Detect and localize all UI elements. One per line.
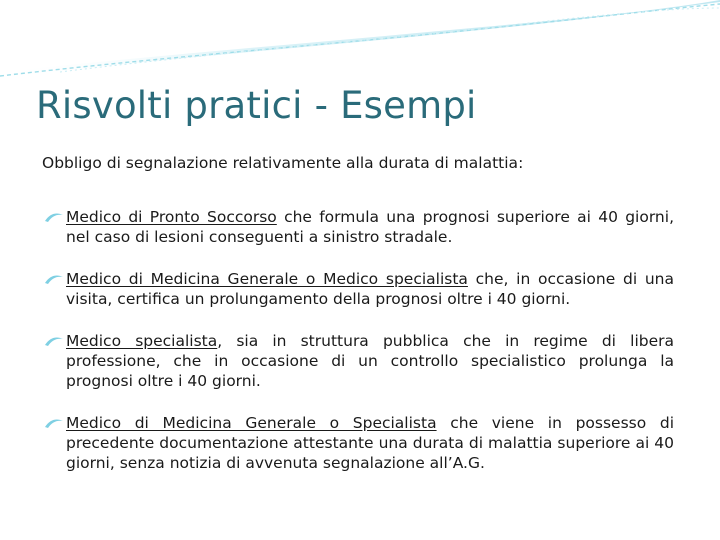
bullet-underlined-text: Medico di Pronto Soccorso <box>66 208 277 226</box>
bullet-item <box>42 269 674 309</box>
bullet-text: che, in occasione di una visita, certifica un prolungamento della prognosi oltre i 40 giorni. <box>66 270 674 308</box>
bullet-underlined-text: Medico di Medicina Generale o Medico specialista <box>66 270 468 288</box>
bullet-item <box>42 207 674 247</box>
bullet-item <box>42 413 674 473</box>
bullet-underlined-text: Medico specialista <box>66 332 218 350</box>
swoosh-icon <box>44 273 64 286</box>
swoosh-icon <box>44 335 64 348</box>
bullet-list <box>42 207 674 473</box>
swoosh-icon <box>44 211 64 224</box>
slide-title: Risvolti pratici - Esempi <box>36 84 477 127</box>
header-wave-decoration <box>0 0 720 80</box>
bullet-text: che viene in possesso di precedente documentazione attestante una durata di malattia superiore ai 40 giorni, senza notizia di avvenuta segnalazione all’A.G. <box>66 414 675 472</box>
bullet-text: , sia in struttura pubblica che in regime di libera professione, che in occasione di un controllo specialistico prolunga la prognosi oltre i 40 giorni. <box>66 332 674 390</box>
intro-emphasis: durata di malattia <box>378 154 519 172</box>
intro-suffix: : <box>518 154 524 172</box>
bullet-item <box>42 331 674 391</box>
bullet-text: che formula una prognosi superiore ai 40 giorni, nel caso di lesioni conseguenti a sinistro stradale. <box>66 208 674 246</box>
intro-text <box>42 154 523 172</box>
intro-prefix: Obbligo di segnalazione relativamente alla <box>42 154 379 172</box>
bullet-underlined-text: Medico di Medicina Generale o Specialista <box>66 414 437 432</box>
swoosh-icon <box>44 417 64 430</box>
